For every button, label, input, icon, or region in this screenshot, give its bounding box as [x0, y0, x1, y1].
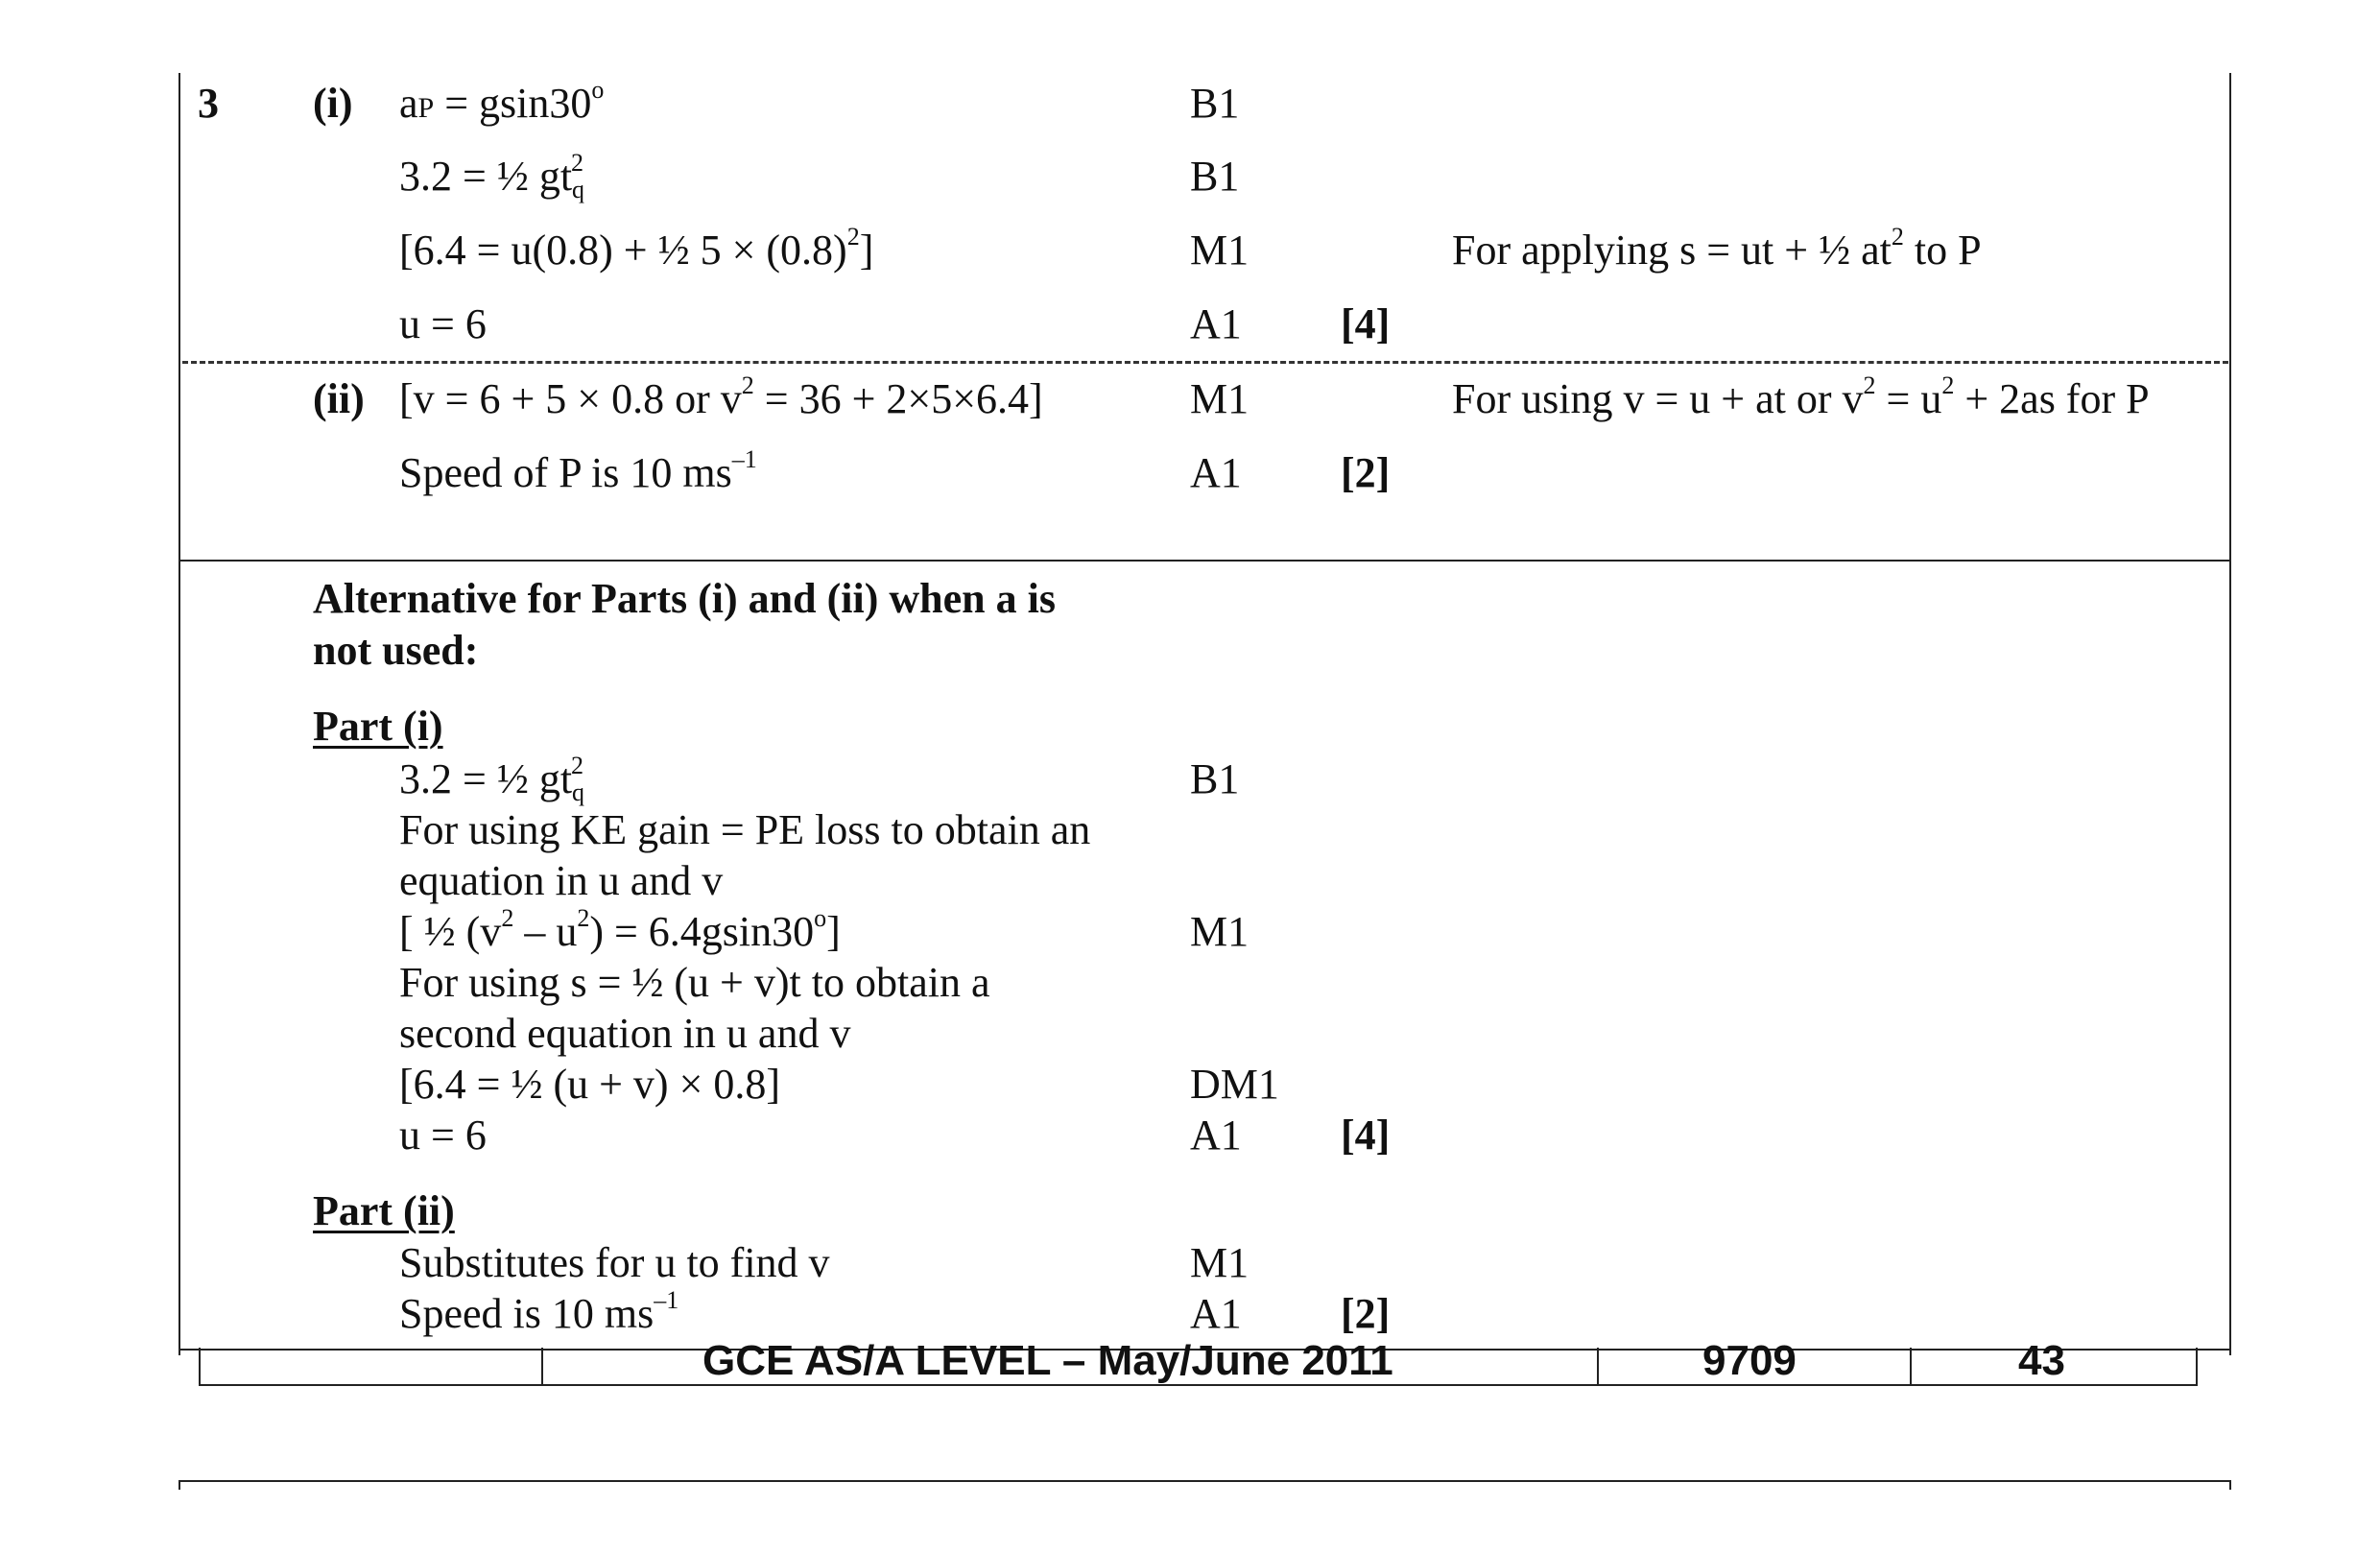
part-ii-label: (ii): [313, 375, 365, 422]
alt-part-i-row-8: u = 6: [399, 1112, 487, 1159]
alt-part-i-row-1-mark: B1: [1190, 755, 1240, 802]
part-i-row-3-mark: M1: [1190, 227, 1250, 274]
part-i-label: (i): [313, 80, 353, 127]
alt-part-i-row-2: For using KE gain = PE loss to obtain an: [399, 806, 1091, 853]
question-number: 3: [198, 80, 219, 127]
part-ii-row-2: Speed of P is 10 $ms^{-1}$: [399, 445, 757, 496]
alt-part-ii-title: Part (ii): [313, 1187, 455, 1234]
bottom-rule: [178, 1480, 2231, 1482]
part-ii-row-1: [v = 6 + 5 × 0.8 or $v^2 = 36 + 2\times 5\times 6.4$]: [399, 371, 1043, 422]
alt-part-ii-row-2-mark: A1: [1190, 1290, 1242, 1337]
footer-syllabus-code: 9709: [1702, 1337, 1797, 1384]
alt-part-ii-total: [2]: [1341, 1290, 1391, 1337]
footer-divider-3: [1910, 1348, 1912, 1384]
alt-part-i-row-4-mark: M1: [1190, 908, 1250, 955]
alt-part-i-title: Part (i): [313, 703, 443, 750]
section-divider: [178, 560, 2231, 562]
alt-part-i-row-7: [6.4 = ½ (u + v) × 0.8]: [399, 1061, 781, 1108]
part-ii-row-1-mark: M1: [1190, 375, 1250, 422]
part-i-row-3: [6.4 = u(0.8) + ½ $5 \times (0.8)^2$]: [399, 223, 874, 274]
part-divider-dashed: [182, 361, 2228, 364]
alt-part-i-total: [4]: [1341, 1112, 1391, 1159]
footer-syllabus-title: GCE AS/A LEVEL – May/June 2011: [702, 1337, 1393, 1384]
alt-part-i-row-4: [ ½ $(v^2 - u^2) = 6.4gsin30^o$]: [399, 904, 841, 955]
alt-part-i-row-6: second equation in u and v: [399, 1010, 851, 1057]
part-i-row-4-mark: A1: [1190, 300, 1242, 347]
right-border: [2229, 73, 2231, 1355]
alt-part-ii-row-1: Substitutes for u to find v: [399, 1239, 830, 1286]
footer-paper-number: 43: [2018, 1337, 2065, 1384]
part-i-total: [4]: [1341, 300, 1391, 347]
part-ii-total: [2]: [1341, 449, 1391, 496]
part-i-row-2: 3.2 = ½ $gt_q^2$: [399, 149, 585, 203]
left-border: [178, 73, 180, 1355]
alt-part-i-row-3: equation in u and v: [399, 857, 724, 904]
footer-divider-1: [541, 1348, 543, 1384]
alt-part-i-row-5: For using s = ½ (u + v)t to obtain a: [399, 959, 990, 1006]
part-i-row-3-guidance: For applying s = ut + ½ $at^2$ to P: [1452, 223, 1982, 274]
alt-part-ii-row-2: Speed is 10 $ms^{-1}$: [399, 1286, 679, 1337]
alt-part-i-row-7-mark: DM1: [1190, 1061, 1279, 1108]
part-i-row-1: aP = $gsin30^o$: [399, 76, 605, 127]
footer-divider-2: [1597, 1348, 1599, 1384]
alternative-heading-line-1: Alternative for Parts (i) and (ii) when a is: [313, 575, 1056, 622]
part-i-row-2-mark: B1: [1190, 153, 1240, 200]
alt-part-i-row-8-mark: A1: [1190, 1112, 1242, 1159]
bottom-rule-left-tick: [178, 1480, 180, 1490]
part-i-row-1-mark: B1: [1190, 80, 1240, 127]
alt-part-i-row-1: 3.2 = ½ $gt_q^2$: [399, 752, 585, 806]
bottom-rule-right-tick: [2229, 1480, 2231, 1490]
part-ii-row-2-mark: A1: [1190, 449, 1242, 496]
alt-part-ii-row-1-mark: M1: [1190, 1239, 1250, 1286]
part-ii-row-1-guidance: For using v = u + at or $v^2 = u^2 + 2as$ for P: [1452, 371, 2150, 422]
alternative-heading-line-2: not used:: [313, 627, 479, 674]
part-i-row-4: u = 6: [399, 300, 487, 347]
